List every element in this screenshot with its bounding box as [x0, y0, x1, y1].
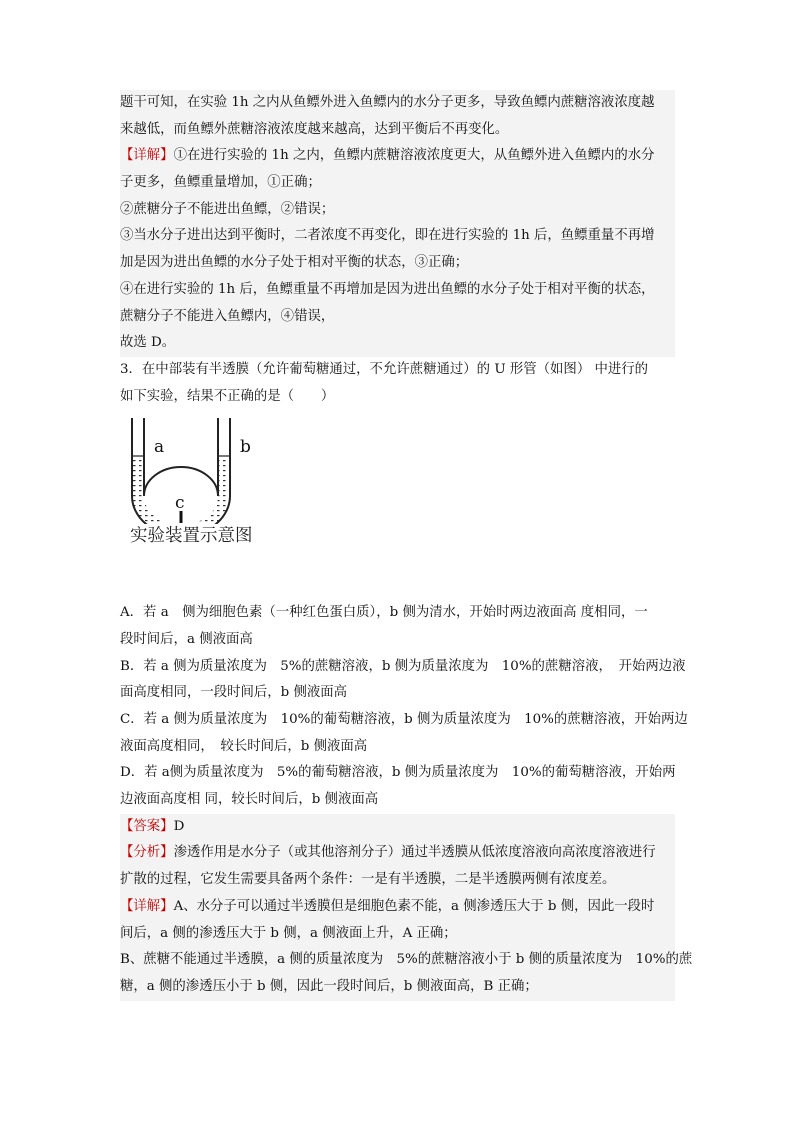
question-stem-line: 3．在中部装有半透膜（允许葡萄糖通过，不允许蔗糖通过）的 U 形管（如图） 中进行的	[120, 361, 649, 377]
text-line: 来越低，而鱼鳔外蔗糖溶液浓度越来越高，达到平衡后不再变化。	[120, 121, 509, 137]
label-b: b	[240, 437, 251, 458]
detail-tag: 【详解】	[120, 898, 174, 914]
option-c-line: C．若 a 侧为质量浓度为 10%的葡萄糖溶液，b 侧为质量浓度为 10%的蔗糖溶液，开始两边	[120, 712, 688, 727]
options-block	[120, 600, 688, 814]
text-line: 间后，a 侧的渗透压大于 b 侧，a 侧液面上升，A 正确；	[120, 925, 457, 941]
option-b-line: B．若 a 侧为质量浓度为 5%的蔗糖溶液，b 侧为质量浓度为 10%的蔗糖溶液， 开始两边液	[120, 658, 686, 674]
option-a-line: A．若 a 侧为细胞色素（一种红色蛋白质），b 侧为清水，开始时两边液面高 度相同，一	[120, 605, 648, 621]
figure-caption: 实验装置示意图	[130, 526, 253, 547]
answer-explanation-block	[120, 814, 693, 1001]
detail-text: A、水分子可以通过半透膜但是细胞色素不能，a 侧渗透压大于 b 侧，因此一段时	[173, 898, 655, 914]
label-c: c	[175, 493, 185, 514]
text-line: 扩散的过程，它发生需要具备两个条件：一是有半透膜，二是半透膜两侧有浓度差。	[120, 872, 616, 888]
text-line: 糖，a 侧的渗透压小于 b 侧，因此一段时间后，b 侧液面高，B 正确；	[120, 978, 538, 994]
option-d-line: D．若 a侧为质量浓度为 5%的葡萄糖溶液，b 侧为质量浓度为 10%的葡萄糖溶液，开始两	[120, 765, 676, 781]
detail-tag: 【详解】	[120, 148, 174, 164]
previous-explanation-block	[120, 90, 675, 357]
u-tube-inner-wall	[144, 418, 218, 496]
text-line: 子更多，鱼鳔重量增加，①正确；	[120, 175, 321, 191]
text-line: ③当水分子进出达到平衡时，二者浓度不再变化，即在进行实验的 1h 后，鱼鳔重量不再增	[120, 228, 655, 244]
option-b-line: 面高度相同，一段时间后，b 侧液面高	[120, 685, 348, 701]
answer-tag: 【答案】	[120, 818, 174, 834]
text-line: B、蔗糖不能通过半透膜，a 侧的质量浓度为 5%的蔗糖溶液小于 b 侧的质量浓度为 10%的蔗	[120, 952, 693, 968]
text-line: 蔗糖分子不能进入鱼鳔内，④错误，	[120, 308, 335, 324]
detail-first-line	[120, 894, 675, 921]
u-tube-figure	[120, 414, 320, 574]
text-line: 题干可知，在实验 1h 之内从鱼鳔外进入鱼鳔内的水分子更多，导致鱼鳔内蔗糖溶液浓度越	[120, 95, 655, 110]
text-line: 加是因为进出鱼鳔的水分子处于相对平衡的状态，③正确；	[120, 255, 469, 271]
option-d-line: 边液面高度相 同，较长时间后，b 侧液面高	[120, 792, 379, 808]
option-a-line: 段时间后，a 侧液面高	[120, 631, 253, 647]
analysis-tag: 【分析】	[120, 845, 174, 861]
question-block	[120, 357, 675, 410]
u-tube-diagram	[120, 414, 320, 524]
analysis-first-line	[120, 840, 675, 867]
option-c-line: 液面高度相同， 较长时间后，b 侧液面高	[120, 738, 368, 754]
detail-text: ①在进行实验的 1h 之内，鱼鳔内蔗糖溶液浓度更大，从鱼鳔外进入鱼鳔内的水分	[173, 148, 655, 164]
text-line: ②蔗糖分子不能进出鱼鳔，②错误；	[120, 201, 335, 217]
question-stem-line: 如下实验，结果不正确的是（ ）	[120, 388, 335, 404]
analysis-text: 渗透作用是水分子（或其他溶剂分子）通过半透膜从低浓度溶液向高浓度溶液进行	[173, 845, 656, 861]
label-a: a	[154, 437, 165, 458]
detail-first-line	[120, 143, 675, 170]
text-line: 故选 D。	[120, 335, 176, 351]
text-line: ④在进行实验的 1h 后，鱼鳔重量不再增加是因为进出鱼鳔的水分子处于相对平衡的状态，	[120, 281, 655, 297]
answer-value: D	[173, 818, 185, 834]
document-page	[120, 90, 693, 1001]
answer-line	[120, 814, 675, 841]
